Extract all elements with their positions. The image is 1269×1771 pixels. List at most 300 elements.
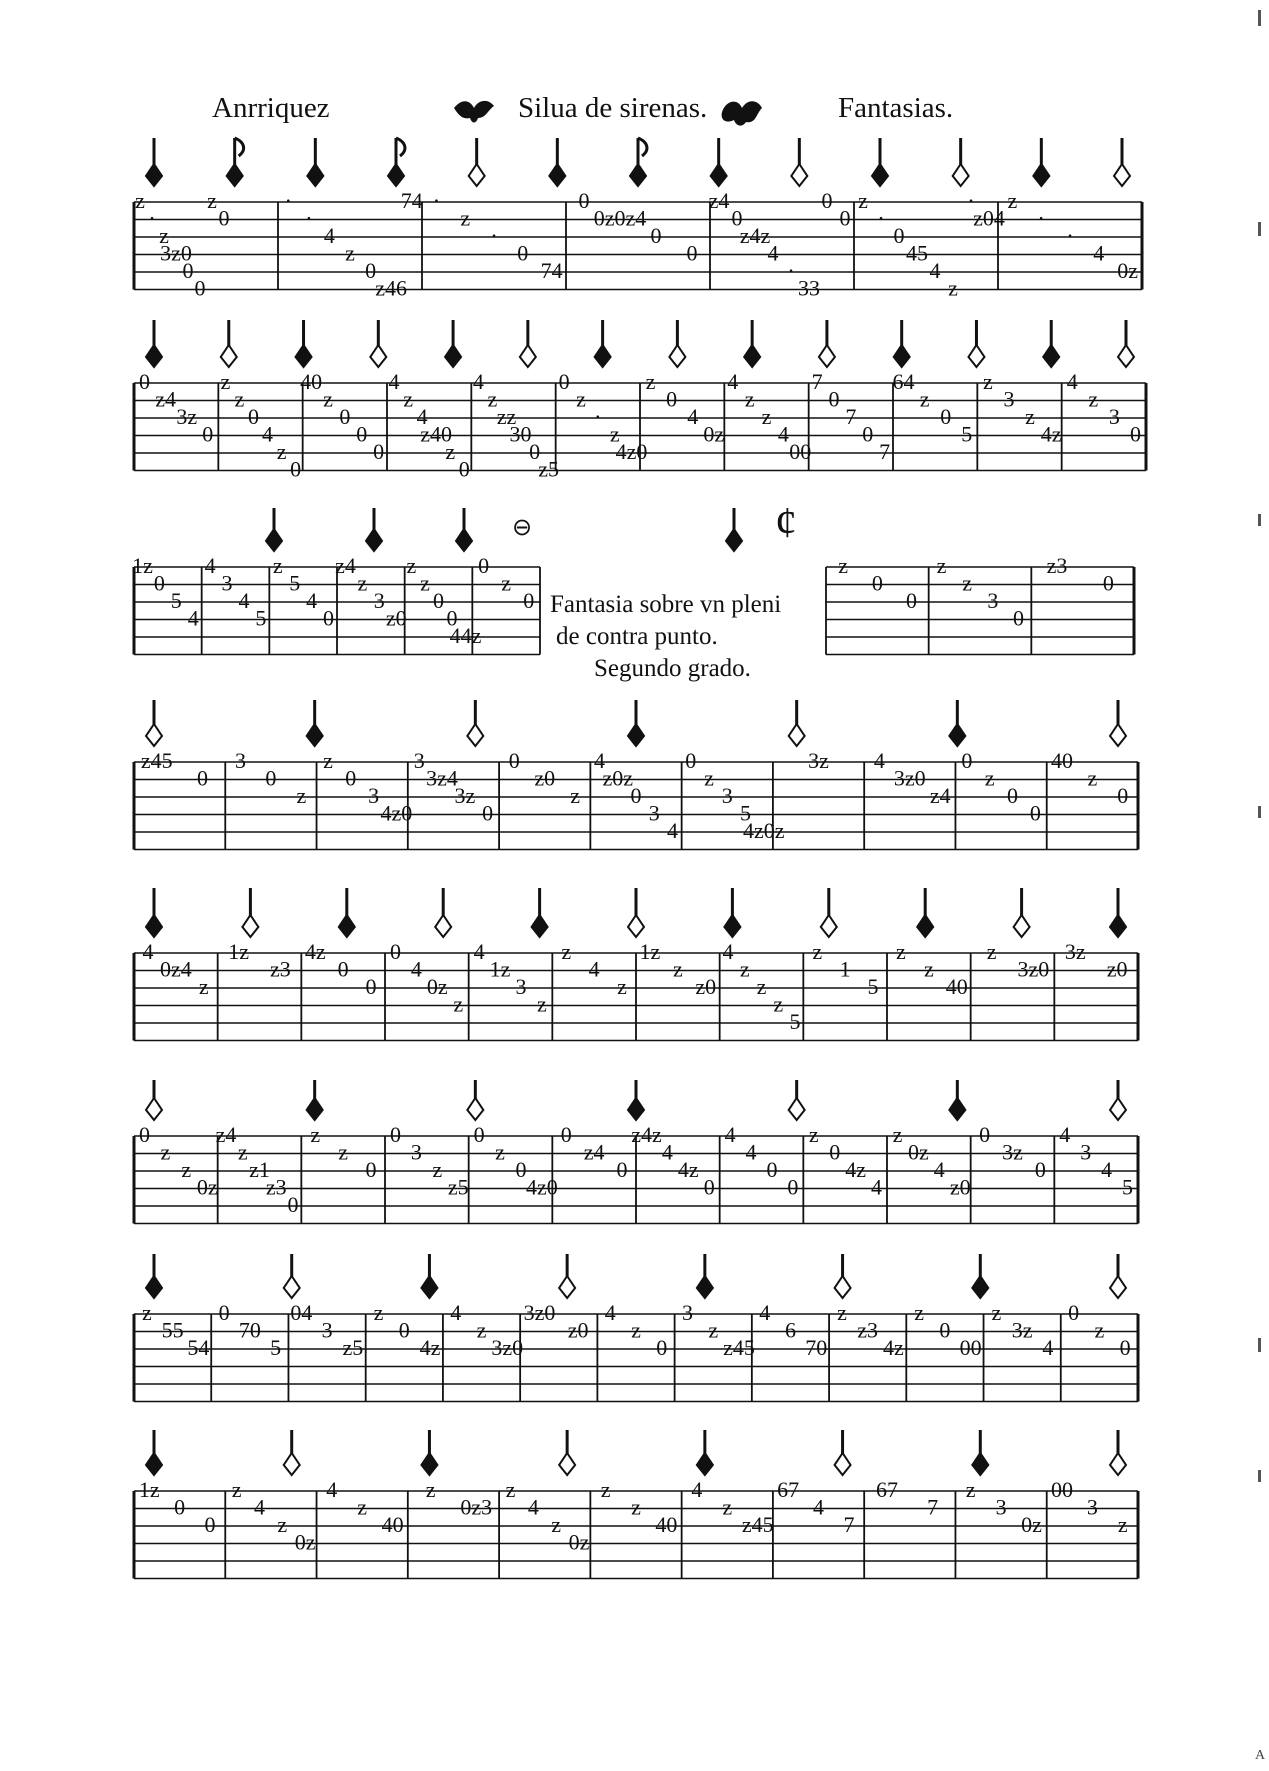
- fret-number: 0: [389, 1122, 401, 1147]
- fret-number: 4: [326, 1477, 338, 1502]
- fret-number: z: [220, 369, 231, 394]
- fret-number: z: [708, 1317, 719, 1343]
- fret-number: 4: [759, 1300, 771, 1325]
- black-note-head: [1110, 915, 1126, 937]
- fret-number: z: [237, 1139, 248, 1165]
- fret-number: 0: [389, 939, 401, 964]
- fret-number: 04: [290, 1300, 313, 1325]
- fret-number: 4: [527, 1494, 539, 1520]
- fret-number: 0: [337, 956, 349, 982]
- tablature-system: [124, 1250, 1148, 1442]
- black-note-head: [266, 529, 282, 551]
- black-note-head: [146, 1276, 162, 1298]
- fret-number: z: [892, 1122, 903, 1147]
- black-note-head: [1033, 164, 1049, 186]
- black-note-head: [532, 915, 548, 937]
- black-note-head: [307, 164, 323, 186]
- fret-number: 0: [218, 1300, 230, 1325]
- fret-number: 4: [142, 939, 154, 964]
- fret-number: 4: [588, 956, 600, 982]
- fret-number: 3z: [1011, 1317, 1033, 1343]
- black-note-head: [1043, 345, 1059, 367]
- white-note-head: [789, 1098, 805, 1120]
- fret-number: 0z: [1117, 258, 1138, 283]
- fret-number: z: [1117, 1512, 1128, 1537]
- fret-number: z: [231, 1477, 242, 1502]
- fret-number: 1: [839, 956, 851, 982]
- fret-number: 00: [1050, 1477, 1073, 1502]
- fret-number: 0z4: [159, 956, 192, 982]
- white-note-head: [559, 1276, 575, 1298]
- fret-number: 4: [323, 223, 335, 248]
- fret-number: 67: [777, 1477, 800, 1502]
- fret-number: z: [808, 1122, 819, 1147]
- fret-number: z: [984, 765, 995, 791]
- fret-number: 0: [373, 439, 385, 464]
- fret-number: z: [744, 386, 755, 412]
- white-note-head: [221, 345, 237, 367]
- fret-number: 0z0z4: [593, 205, 647, 231]
- tablature-system: [124, 134, 1152, 330]
- fret-number: 0: [862, 421, 874, 447]
- white-note-head: [968, 345, 984, 367]
- fret-number: 0: [821, 188, 833, 213]
- fret-number: 3z0: [491, 1335, 524, 1360]
- fret-number: 3z0: [523, 1300, 556, 1325]
- fret-number: z: [570, 783, 581, 808]
- fret-number: 7: [927, 1494, 939, 1520]
- fret-number: z5: [447, 1174, 469, 1200]
- fret-number: 40: [655, 1512, 678, 1537]
- fret-number: 0: [196, 765, 208, 791]
- fret-number: 0: [558, 369, 570, 394]
- fret-number: z: [501, 570, 512, 596]
- fret-number: z: [403, 386, 413, 412]
- fret-number: 0z: [294, 1529, 316, 1555]
- fret-number: z: [425, 1477, 436, 1502]
- fret-number: ·: [1066, 223, 1074, 248]
- fret-number: 0: [446, 605, 458, 631]
- fret-number: z: [919, 386, 930, 412]
- white-note-head: [628, 915, 644, 937]
- fret-number: 3: [234, 748, 246, 773]
- fret-number: 0: [666, 386, 678, 412]
- fret-number: ·: [284, 188, 292, 213]
- fret-number: 3: [987, 588, 999, 613]
- tablature-system: [124, 1426, 1148, 1619]
- margin-tick: [1258, 514, 1261, 526]
- fret-number: ·: [1037, 205, 1045, 231]
- fret-number: 7: [811, 369, 823, 394]
- fret-number: z: [453, 991, 464, 1017]
- fleuron-left-icon: [452, 96, 496, 126]
- fret-number: 0: [287, 1192, 299, 1217]
- fret-number: 4: [187, 605, 199, 631]
- fret-number: z3: [1046, 553, 1068, 578]
- fret-number: 0: [433, 588, 444, 613]
- fret-number: z: [445, 439, 456, 464]
- fret-number: 3z: [808, 748, 829, 773]
- fret-number: z: [923, 956, 934, 982]
- fret-number: 0: [1007, 783, 1018, 808]
- fret-number: 3: [373, 588, 385, 613]
- black-note-head: [711, 164, 727, 186]
- fret-number: 3z0: [893, 765, 926, 791]
- fret-number: 0: [515, 1157, 527, 1182]
- fret-number: z4z: [631, 1122, 662, 1147]
- fret-number: z: [207, 188, 217, 213]
- fret-number: z0: [567, 1317, 589, 1343]
- fret-number: z: [631, 1317, 641, 1343]
- fret-number: z: [838, 553, 848, 578]
- fret-number: 0: [940, 404, 952, 429]
- fret-number: 4z0: [525, 1174, 558, 1200]
- fret-number: 0: [365, 1157, 377, 1182]
- fret-number: z: [198, 974, 209, 999]
- fret-number: ·: [432, 188, 441, 213]
- fret-number: 67: [876, 1477, 898, 1502]
- black-note-head: [366, 529, 382, 551]
- fret-number: z: [135, 188, 145, 213]
- fret-number: 4z: [419, 1335, 441, 1360]
- fret-number: z: [432, 1157, 443, 1182]
- fret-number: 0: [1029, 800, 1041, 826]
- fret-number: 4: [687, 404, 699, 429]
- fret-number: z: [181, 1157, 192, 1182]
- fret-number: 0: [365, 258, 377, 283]
- black-note-head: [917, 915, 933, 937]
- fret-number: z: [761, 404, 772, 429]
- fret-number: 0: [204, 1512, 216, 1537]
- header-author: Anrriquez: [212, 92, 330, 124]
- fret-number: 0: [766, 1157, 778, 1182]
- white-note-head: [242, 915, 258, 937]
- margin-tick: [1258, 806, 1261, 818]
- white-note-head: [1118, 345, 1134, 367]
- fret-number: z: [357, 1494, 368, 1520]
- fret-number: 0: [529, 439, 541, 464]
- black-note-head: [697, 1453, 713, 1475]
- fret-number: 0: [508, 748, 520, 773]
- fret-number: 4: [724, 1122, 736, 1147]
- fret-number: 5: [789, 1009, 801, 1034]
- fret-number: 3: [515, 974, 527, 999]
- fret-number: 0z: [196, 1174, 218, 1200]
- fret-number: 1z: [489, 956, 511, 982]
- fret-number: 00: [789, 439, 812, 464]
- fret-number: z: [600, 1477, 611, 1502]
- fret-number: z: [576, 386, 586, 412]
- fret-number: 4: [727, 369, 739, 394]
- fret-number: 4: [306, 588, 318, 613]
- fret-number: 30: [509, 421, 532, 447]
- fret-number: 3z: [454, 783, 476, 808]
- fret-number: 5: [740, 800, 752, 826]
- white-note-head: [146, 724, 162, 746]
- white-note-head: [469, 164, 485, 186]
- white-note-head: [1114, 164, 1130, 186]
- fret-number: z: [310, 1122, 321, 1147]
- margin-tick: [1258, 222, 1261, 236]
- fret-number: 7: [843, 1512, 855, 1537]
- fret-number: 3: [1080, 1139, 1092, 1165]
- fret-number: 0: [458, 456, 470, 482]
- fret-number: z: [672, 956, 683, 982]
- black-note-head: [456, 529, 472, 551]
- fret-number: 0: [365, 974, 377, 999]
- fret-number: 5: [289, 570, 301, 596]
- fret-number: 0: [871, 570, 883, 596]
- black-note-head: [972, 1276, 988, 1298]
- white-note-head: [1014, 915, 1030, 937]
- black-note-head: [146, 1453, 162, 1475]
- fret-number: 3: [681, 1300, 693, 1325]
- fret-number: 0: [829, 1139, 841, 1165]
- black-note-head: [445, 345, 461, 367]
- fret-number: 5: [867, 974, 879, 999]
- fret-number: 4z: [1040, 421, 1062, 447]
- fret-number: 3: [1108, 404, 1120, 429]
- white-note-head: [1110, 724, 1126, 746]
- fantasia-caption-line3: Segundo grado.: [594, 655, 751, 682]
- fret-number: 0: [731, 205, 743, 231]
- fret-number: 7: [879, 439, 891, 464]
- mensuration-sign-icon: ⊖: [511, 515, 533, 541]
- fret-number: 0: [656, 1335, 668, 1360]
- fret-number: z: [1087, 765, 1098, 791]
- black-note-head: [307, 724, 323, 746]
- fret-number: 4: [472, 369, 484, 394]
- black-note-head: [296, 345, 312, 367]
- fret-number: z4: [708, 188, 730, 213]
- fret-number: 3: [321, 1317, 333, 1343]
- fret-number: 3z0: [1017, 956, 1050, 982]
- fret-number: z3: [857, 1317, 879, 1343]
- fret-number: 0: [247, 404, 259, 429]
- black-note-head: [744, 345, 760, 367]
- fret-number: 0z: [1021, 1512, 1042, 1537]
- fret-number: 0: [517, 240, 529, 266]
- fret-number: z0: [949, 1174, 971, 1200]
- fret-number: 3: [648, 800, 660, 826]
- fret-number: 0: [686, 240, 698, 266]
- fret-number: 4z: [304, 939, 326, 964]
- fret-number: 0: [482, 800, 494, 826]
- fret-number: z: [773, 991, 784, 1017]
- fret-number: 0: [265, 765, 277, 791]
- black-note-head: [146, 345, 162, 367]
- fret-number: 70: [805, 1335, 828, 1360]
- fret-number: 4: [204, 553, 216, 578]
- fret-number: 0: [323, 605, 335, 631]
- fret-number: ·: [967, 188, 975, 213]
- fret-number: z: [460, 205, 471, 231]
- fret-number: 1z: [132, 553, 153, 578]
- fret-number: 5: [270, 1335, 282, 1360]
- black-note-head: [227, 164, 243, 186]
- fret-number: z: [948, 275, 958, 301]
- white-note-head: [821, 915, 837, 937]
- fret-number: z: [609, 421, 620, 447]
- fret-number: z: [812, 939, 823, 964]
- fantasia-caption-line1: Fantasia sobre vn pleni: [550, 591, 782, 618]
- white-note-head: [146, 1098, 162, 1120]
- white-note-head: [370, 345, 386, 367]
- fret-number: z: [858, 188, 868, 213]
- fret-number: 0: [478, 553, 490, 578]
- fret-number: z3: [270, 956, 291, 982]
- fret-number: z: [505, 1477, 516, 1502]
- fret-number: z: [373, 1300, 384, 1325]
- fret-number: z: [896, 939, 906, 964]
- fret-number: 0: [356, 421, 368, 447]
- fret-number: z3: [265, 1174, 287, 1200]
- fret-number: z04: [973, 205, 1005, 231]
- fret-number: 0: [650, 223, 662, 248]
- fret-number: z4: [335, 553, 356, 578]
- fret-number: z0: [534, 765, 556, 791]
- fret-number: z: [338, 1139, 349, 1165]
- fret-number: 40: [300, 369, 323, 394]
- fret-number: 74: [540, 258, 563, 283]
- fret-number: 4: [238, 588, 250, 613]
- fret-number: 3z: [1064, 939, 1086, 964]
- white-note-head: [1110, 1453, 1126, 1475]
- fret-number: 6: [784, 1317, 796, 1343]
- fret-number: 4: [1059, 1122, 1071, 1147]
- time-signature-icon: ¢: [775, 498, 797, 547]
- fret-number: 4: [813, 1494, 825, 1520]
- fret-number: 1z: [138, 1477, 160, 1502]
- fret-number: z: [234, 386, 245, 412]
- fret-number: 0: [218, 205, 230, 231]
- fret-number: z0z: [602, 765, 634, 791]
- fret-number: z1: [249, 1157, 270, 1182]
- black-note-head: [872, 164, 888, 186]
- fret-number: z: [277, 1512, 288, 1537]
- black-note-head: [388, 164, 404, 186]
- fantasia-caption-line2: de contra punto.: [556, 623, 718, 650]
- fret-number: 0: [839, 205, 851, 231]
- fret-number: z: [704, 765, 714, 791]
- fret-number: z: [991, 1300, 1002, 1325]
- fret-number: 70: [238, 1317, 261, 1343]
- fret-number: 0z: [907, 1139, 929, 1165]
- black-note-head: [630, 164, 646, 186]
- fret-number: z: [914, 1300, 925, 1325]
- fret-number: 4: [1042, 1335, 1054, 1360]
- fret-number: 3: [368, 783, 380, 808]
- black-note-head: [421, 1276, 437, 1298]
- fret-number: 4z: [883, 1335, 904, 1360]
- fret-number: 0: [616, 1157, 628, 1182]
- tablature-system: [124, 316, 1156, 511]
- black-note-head: [307, 1098, 323, 1120]
- fret-number: 4: [873, 748, 885, 773]
- fret-number: 0: [345, 765, 357, 791]
- fret-number: 4: [691, 1477, 703, 1502]
- fret-number: 40: [381, 1512, 404, 1537]
- white-note-head: [835, 1276, 851, 1298]
- fret-number: z: [1025, 404, 1035, 429]
- fret-number: z: [345, 240, 355, 266]
- fret-number: ·: [148, 205, 156, 231]
- fret-number: 4: [254, 1494, 265, 1520]
- fret-number: 4: [667, 818, 679, 843]
- fret-number: z: [357, 570, 368, 596]
- fret-number: z: [323, 386, 333, 412]
- fret-number: 4z0: [380, 800, 413, 826]
- white-note-head: [789, 724, 805, 746]
- fret-number: 4: [767, 240, 779, 266]
- fret-number: 00: [959, 1335, 982, 1360]
- fret-number: z46: [375, 275, 408, 301]
- white-note-head: [559, 1453, 575, 1475]
- fret-number: 0z: [568, 1529, 590, 1555]
- fret-number: ·: [305, 205, 313, 231]
- fret-number: 0z: [426, 974, 448, 999]
- fret-number: 4z: [845, 1157, 867, 1182]
- white-note-head: [1110, 1098, 1126, 1120]
- fret-number: z0: [385, 605, 407, 631]
- fret-number: 4: [1093, 240, 1105, 266]
- fret-number: z4: [583, 1139, 605, 1165]
- fret-number: z: [323, 748, 333, 773]
- fret-number: 4: [473, 939, 485, 964]
- fret-number: 0: [906, 588, 918, 613]
- header-section: Fantasias.: [838, 92, 954, 124]
- fret-number: 4: [929, 258, 941, 283]
- fret-number: 4: [722, 939, 734, 964]
- fret-number: 0: [473, 1122, 485, 1147]
- fret-number: 0z: [703, 421, 725, 447]
- fret-number: z5: [538, 456, 560, 482]
- black-note-head: [949, 1098, 965, 1120]
- fret-number: z: [272, 553, 283, 578]
- fret-number: 0: [560, 1122, 572, 1147]
- fret-number: z: [986, 939, 997, 964]
- fret-number: 0: [1119, 1335, 1131, 1360]
- fret-number: z0: [695, 974, 717, 999]
- tablature-system: [124, 1076, 1148, 1264]
- fret-number: 4: [410, 956, 422, 982]
- fret-number: 1z: [639, 939, 661, 964]
- fret-number: 0: [787, 1174, 799, 1200]
- fret-number: 0: [398, 1317, 410, 1343]
- fret-number: 4: [450, 1300, 462, 1325]
- fret-number: 0: [182, 258, 194, 283]
- margin-tick: [1258, 1470, 1261, 1482]
- fret-number: ·: [877, 205, 885, 231]
- black-note-head: [146, 164, 162, 186]
- fret-number: z: [837, 1300, 847, 1325]
- tablature-system: [124, 696, 1148, 890]
- fret-number: 4: [1101, 1157, 1113, 1182]
- white-note-head: [467, 1098, 483, 1120]
- fret-number: z: [476, 1317, 487, 1343]
- black-note-head: [972, 1453, 988, 1475]
- fret-number: z4: [155, 386, 177, 412]
- fret-number: z4: [215, 1122, 237, 1147]
- fret-number: z: [160, 1139, 171, 1165]
- fret-number: 1z: [228, 939, 249, 964]
- fret-number: 5: [170, 588, 182, 613]
- fret-number: 5: [255, 605, 267, 631]
- fret-number: 4: [745, 1139, 757, 1165]
- fret-number: z: [406, 553, 417, 578]
- fret-number: 40: [1050, 748, 1073, 773]
- fret-number: 44z: [449, 623, 482, 648]
